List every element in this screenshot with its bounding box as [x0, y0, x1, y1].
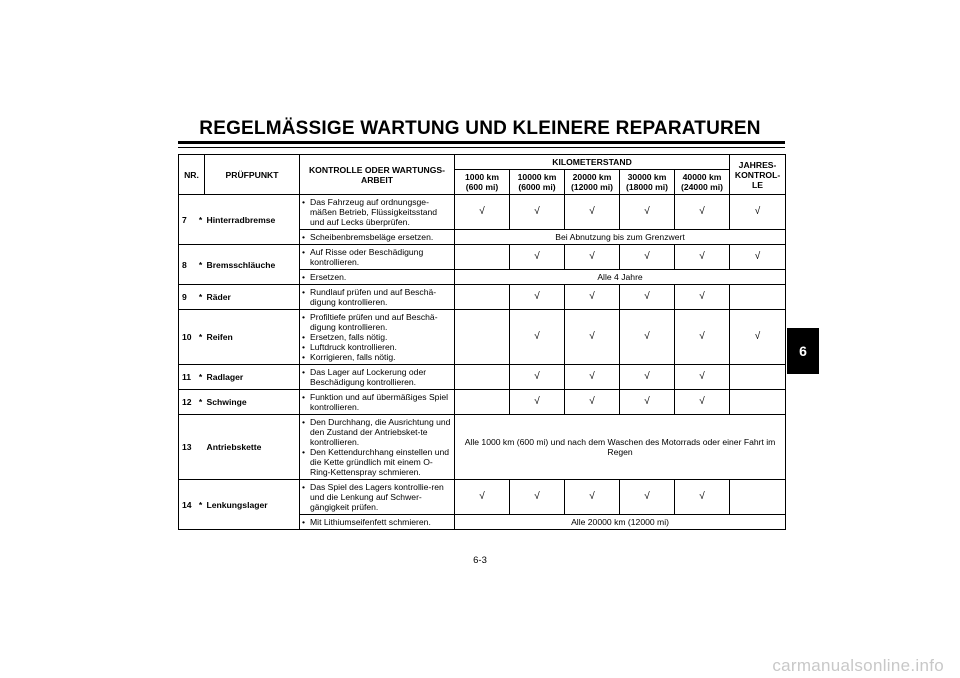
task-list [302, 247, 452, 267]
check-item-name: Bremsschläuche [205, 245, 300, 285]
task-bullet: • Auf Risse oder Beschädigung kontrollieren. [302, 247, 452, 267]
table-row [179, 390, 786, 415]
check-mark-cell: √ [620, 285, 675, 310]
watermark: carmanualsonline.info [772, 656, 944, 675]
task-list [302, 287, 452, 307]
page-number: 6-3 [473, 555, 487, 566]
header-km-3: 30000 km (18000 mi) [620, 170, 675, 195]
task-bullet: • Ersetzen, falls nötig. [302, 332, 452, 342]
check-mark-cell: √ [510, 245, 565, 270]
row-number: 8 [179, 245, 197, 285]
dealer-service-mark: * [197, 310, 205, 365]
maintenance-task [300, 365, 455, 390]
check-mark-cell: √ [510, 480, 565, 515]
task-list [302, 482, 452, 512]
check-item-name: Antriebskette [205, 415, 300, 480]
table-row [179, 415, 786, 480]
dealer-service-mark [197, 415, 205, 480]
task-bullet: • Das Fahrzeug auf ordnungsge-mäßen Betrieb, Flüssigkeitsstand und auf Lecks überprüfen. [302, 197, 452, 227]
maintenance-task [300, 270, 455, 285]
check-mark-cell: √ [510, 195, 565, 230]
header-km-4: 40000 km (24000 mi) [675, 170, 730, 195]
check-mark-cell: √ [620, 390, 675, 415]
task-bullet: • Luftdruck kontrollieren. [302, 342, 452, 352]
maintenance-table [178, 154, 786, 530]
title-rule-thin [178, 147, 785, 148]
check-mark-cell: √ [675, 365, 730, 390]
maintenance-task [300, 310, 455, 365]
chapter-tab: 6 [787, 328, 819, 374]
header-km-1: 10000 km (6000 mi) [510, 170, 565, 195]
check-item-name: Hinterradbremse [205, 195, 300, 245]
check-mark-cell: √ [675, 480, 730, 515]
dealer-service-mark: * [197, 245, 205, 285]
check-item-name: Räder [205, 285, 300, 310]
interval-note: Alle 4 Jahre [455, 270, 786, 285]
table-body [179, 195, 786, 530]
maintenance-task [300, 515, 455, 530]
dealer-service-mark: * [197, 390, 205, 415]
row-number: 7 [179, 195, 197, 245]
task-list [302, 312, 452, 362]
check-mark-cell: √ [620, 245, 675, 270]
header-nr: NR. [179, 155, 205, 195]
check-mark-cell: √ [565, 245, 620, 270]
maintenance-task [300, 390, 455, 415]
table-row [179, 285, 786, 310]
task-list [302, 517, 452, 527]
page-title: REGELMÄSSIGE WARTUNG UND KLEINERE REPARATUREN [199, 118, 761, 139]
table-row [179, 365, 786, 390]
header-odometer: KILOMETERSTAND [455, 155, 730, 170]
check-item-name: Reifen [205, 310, 300, 365]
check-mark-cell [730, 365, 786, 390]
check-mark-cell: √ [455, 195, 510, 230]
task-list [302, 392, 452, 412]
task-bullet: • Rundlauf prüfen und auf Beschä-digung kontrollieren. [302, 287, 452, 307]
task-list [302, 272, 452, 282]
task-list [302, 417, 452, 477]
dealer-service-mark: * [197, 285, 205, 310]
task-bullet: • Das Lager auf Lockerung oder Beschädigung kontrollieren. [302, 367, 452, 387]
check-mark-cell [455, 245, 510, 270]
row-number: 14 [179, 480, 197, 530]
header-annual: JAHRES-KONTROL-LE [730, 155, 786, 195]
dealer-service-mark: * [197, 480, 205, 530]
task-bullet: • Das Spiel des Lagers kontrollie-ren und die Lenkung auf Schwer-gängigkeit prüfen. [302, 482, 452, 512]
row-number: 10 [179, 310, 197, 365]
title-rule-thick [178, 141, 785, 144]
table-row [179, 310, 786, 365]
check-mark-cell: √ [565, 285, 620, 310]
check-mark-cell: √ [565, 480, 620, 515]
check-mark-cell: √ [510, 390, 565, 415]
row-number: 11 [179, 365, 197, 390]
check-mark-cell: √ [565, 390, 620, 415]
task-bullet: • Korrigieren, falls nötig. [302, 352, 452, 362]
row-number: 12 [179, 390, 197, 415]
dealer-service-mark: * [197, 365, 205, 390]
check-mark-cell: √ [510, 285, 565, 310]
check-mark-cell: √ [620, 480, 675, 515]
header-km-2: 20000 km (12000 mi) [565, 170, 620, 195]
check-mark-cell: √ [675, 310, 730, 365]
row-number: 13 [179, 415, 197, 480]
interval-note: Alle 1000 km (600 mi) und nach dem Waschen des Motorrads oder einer Fahrt im Regen [455, 415, 786, 480]
check-mark-cell [730, 390, 786, 415]
task-list [302, 367, 452, 387]
check-mark-cell: √ [565, 195, 620, 230]
maintenance-task [300, 195, 455, 230]
check-mark-cell: √ [730, 310, 786, 365]
interval-note: Bei Abnutzung bis zum Grenzwert [455, 230, 786, 245]
task-list [302, 232, 452, 242]
check-item-name: Lenkungslager [205, 480, 300, 530]
check-mark-cell: √ [510, 365, 565, 390]
table-row [179, 480, 786, 515]
header-item: PRÜFPUNKT [205, 155, 300, 195]
check-item-name: Radlager [205, 365, 300, 390]
task-bullet: • Funktion und auf übermäßiges Spiel kontrollieren. [302, 392, 452, 412]
check-mark-cell: √ [730, 245, 786, 270]
task-bullet: • Profiltiefe prüfen und auf Beschä-digung kontrollieren. [302, 312, 452, 332]
maintenance-task [300, 245, 455, 270]
header-check: KONTROLLE ODER WARTUNGS-ARBEIT [300, 155, 455, 195]
check-mark-cell [455, 310, 510, 365]
header-km-0: 1000 km (600 mi) [455, 170, 510, 195]
task-bullet: • Den Durchhang, die Ausrichtung und den Zustand der Antriebsket-te kontrollieren. [302, 417, 452, 447]
task-bullet: • Den Kettendurchhang einstellen und die Kette gründlich mit einem O-Ring-Kettenspray schmieren. [302, 447, 452, 477]
dealer-service-mark: * [197, 195, 205, 245]
check-mark-cell: √ [620, 365, 675, 390]
task-bullet: • Mit Lithiumseifenfett schmieren. [302, 517, 452, 527]
maintenance-task [300, 480, 455, 515]
task-list [302, 197, 452, 227]
check-item-name: Schwinge [205, 390, 300, 415]
check-mark-cell: √ [565, 310, 620, 365]
interval-note: Alle 20000 km (12000 mi) [455, 515, 786, 530]
row-number: 9 [179, 285, 197, 310]
check-mark-cell: √ [455, 480, 510, 515]
table-row [179, 195, 786, 230]
table-row [179, 245, 786, 270]
check-mark-cell: √ [675, 285, 730, 310]
maintenance-task [300, 285, 455, 310]
task-bullet: • Ersetzen. [302, 272, 452, 282]
check-mark-cell: √ [730, 195, 786, 230]
maintenance-task [300, 230, 455, 245]
task-bullet: • Scheibenbremsbeläge ersetzen. [302, 232, 452, 242]
check-mark-cell [730, 480, 786, 515]
check-mark-cell [455, 285, 510, 310]
check-mark-cell: √ [675, 195, 730, 230]
check-mark-cell [730, 285, 786, 310]
maintenance-task [300, 415, 455, 480]
check-mark-cell: √ [510, 310, 565, 365]
check-mark-cell [455, 390, 510, 415]
check-mark-cell: √ [565, 365, 620, 390]
check-mark-cell [455, 365, 510, 390]
check-mark-cell: √ [675, 390, 730, 415]
check-mark-cell: √ [675, 245, 730, 270]
check-mark-cell: √ [620, 195, 675, 230]
check-mark-cell: √ [620, 310, 675, 365]
